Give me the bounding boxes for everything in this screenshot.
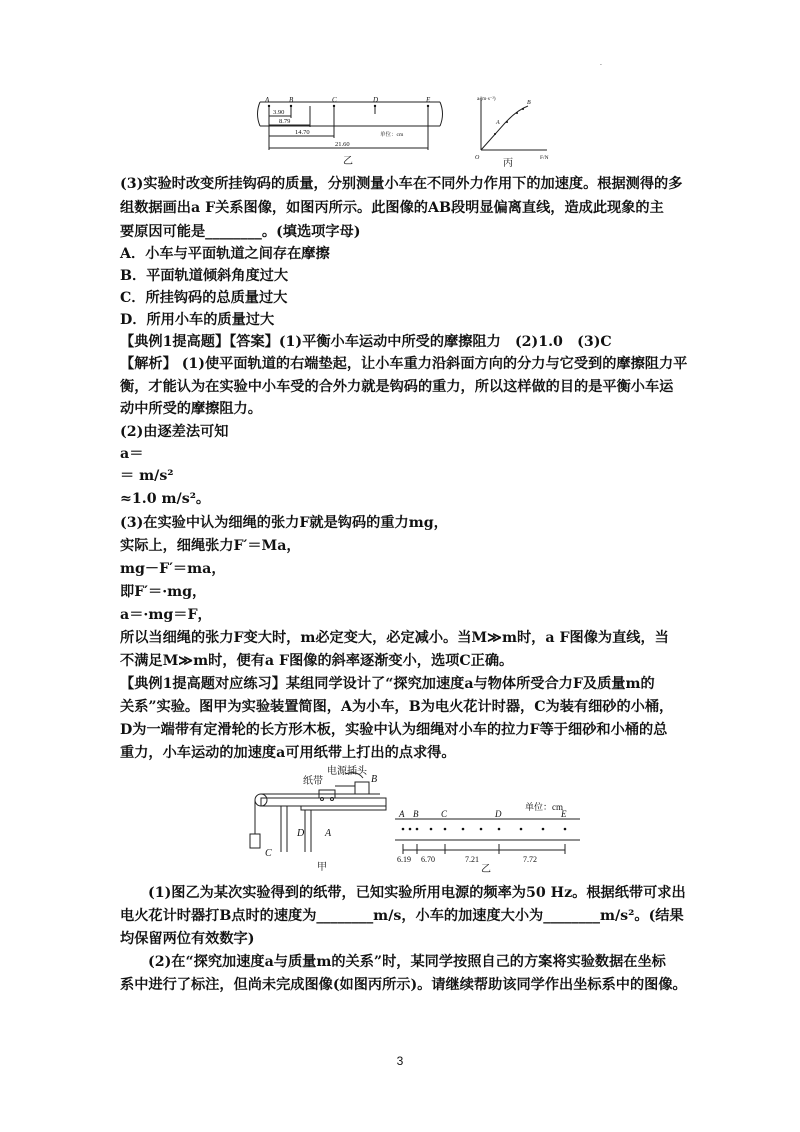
tape-dim-3: 14.70 [295, 129, 310, 136]
tape-mid-dim-3: 7.21 [465, 855, 479, 864]
exercise-title: 【典例1提高题对应练习】某组同学设计了“探究加速度a与物体所受合力F及质量m的 [120, 676, 655, 692]
label-D: D [297, 828, 305, 839]
tape-mid-unit: 单位：cm [525, 802, 563, 812]
option-a: A．小车与平面轨道之间存在摩擦 [120, 246, 330, 262]
label-C: C [265, 848, 272, 859]
tape-mid-dim-2: 6.70 [421, 855, 435, 864]
tape-mid-tick-D: D [495, 809, 502, 819]
option-d: D．所用小车的质量过大 [120, 312, 275, 328]
text-line: 不满足M≫m时，便有a F图像的斜率逐渐变小，选项C正确。 [120, 653, 514, 669]
text-line: (3)在实验中认为细绳的张力F就是钩码的重力mg， [120, 515, 448, 531]
text-line: 关系”实验。图甲为实验装置简图，A为小车，B为电火花计时器，C为装有细砂的小桶， [120, 699, 674, 715]
text-line: 要原因可能是________。(填选项字母) [120, 224, 361, 240]
tape-dim-4: 21.60 [335, 141, 350, 148]
tape-caption: 乙 [343, 156, 353, 167]
tape-tick-C: C [332, 96, 337, 104]
question-2: (2)在“探究加速度a与质量m的关系”时，某同学按照自己的方案将实验数据在坐标 [148, 954, 666, 970]
tape-tick-B: B [289, 96, 294, 104]
tape-mid-dim-1: 6.19 [397, 855, 411, 864]
label-paper-tape: 纸带 [303, 776, 323, 787]
tape-unit: 单位：cm [380, 132, 404, 138]
page-number: 3 [396, 1054, 404, 1068]
formula-line: ≈1.0 m/s²。 [120, 491, 211, 507]
caption-yi: 乙 [481, 864, 491, 874]
tape-mid-tick-A: A [399, 809, 405, 819]
graph-xlabel: F/N [540, 155, 549, 161]
formula-line: a＝·mg＝F， [120, 607, 212, 623]
text-line: 实际上，细绳张力F′＝Ma， [120, 538, 301, 554]
tape-dim-1: 3.90 [273, 109, 285, 116]
answer-line: 【典例1提高题】【答案】(1)平衡小车运动中所受的摩擦阻力 (2)1.0 (3)C [120, 334, 612, 350]
option-c: C．所挂钩码的总质量过大 [120, 290, 288, 306]
graph-point-A: A [496, 120, 500, 126]
tape-diagram [258, 102, 443, 150]
graph-a-F [481, 98, 547, 150]
text-line: 动中所受的摩擦阻力。 [120, 401, 262, 417]
formula-line: mg－F′＝ma， [120, 561, 226, 577]
tape-tick-D: D [373, 96, 379, 104]
formula-line: ＝ m/s² [120, 468, 174, 484]
graph-point-B: B [527, 100, 531, 106]
text-line: 衡，才能认为在实验中小车受的合外力就是钩码的重力，所以这样做的目的是平衡小车运 [120, 379, 674, 395]
tape-dot [268, 105, 270, 107]
text-line: 均保留两位有效数字) [120, 931, 255, 947]
analysis-line: 【解析】 (1)使平面轨道的右端垫起，让小车重力沿斜面方向的分力与它受到的摩擦阻力平 [120, 356, 688, 372]
graph-ylabel: a/(m·s⁻²) [477, 97, 496, 102]
tape-mid-tick-E: E [561, 809, 567, 819]
tape-mid-dim-4: 7.72 [523, 855, 537, 864]
formula-line: 即F′＝·mg， [120, 584, 207, 600]
stray-mark: . [600, 60, 602, 67]
tape-mid-tick-C: C [441, 809, 448, 819]
tape-mid-tick-B: B [413, 809, 419, 819]
text-line: 所以当细绳的张力F变大时，m必定变大，必定减小。当M≫m时，a F图像为直线，当 [120, 630, 669, 646]
tape-tick-A: A [265, 96, 270, 104]
option-b: B．平面轨道倾斜角度过大 [120, 268, 289, 284]
figure-mid [245, 764, 595, 874]
graph-caption: 丙 [503, 158, 513, 169]
formula-line: a＝ [120, 446, 144, 462]
text-line: (3)实验时改变所挂钩码的质量，分别测量小车在不同外力作用下的加速度。根据测得的多 [120, 176, 683, 192]
label-power-plug: 电源插头 [327, 766, 367, 777]
figure-top [255, 92, 565, 170]
tape-tick-E: E [426, 96, 431, 104]
label-A: A [325, 828, 332, 839]
question-1: (1)图乙为某次实验得到的纸带，已知实验所用电源的频率为50 Hz。根据纸带可求出 [148, 885, 686, 901]
caption-jia: 甲 [317, 862, 327, 873]
text-line: 电火花计时器打B点时的速度为________m/s，小车的加速度大小为________m/s²。(结果 [120, 908, 684, 924]
tape-mid [395, 819, 580, 854]
text-line: (2)由逐差法可知 [120, 424, 229, 440]
text-line: 重力，小车运动的加速度a可用纸带上打出的点求得。 [120, 745, 456, 761]
text-line: D为一端带有定滑轮的长方形木板，实验中认为细绳对小车的拉力F等于细砂和小桶的总 [120, 722, 668, 738]
tape-dim-2: 8.79 [279, 118, 291, 125]
graph-origin: O [475, 155, 480, 161]
text-line: 组数据画出a F关系图像，如图丙所示。此图像的AB段明显偏离直线，造成此现象的主 [120, 200, 664, 216]
label-B: B [371, 774, 378, 785]
text-line: 系中进行了标注，但尚未完成图像(如图丙所示)。请继续帮助该同学作出坐标系中的图像。 [120, 977, 687, 993]
